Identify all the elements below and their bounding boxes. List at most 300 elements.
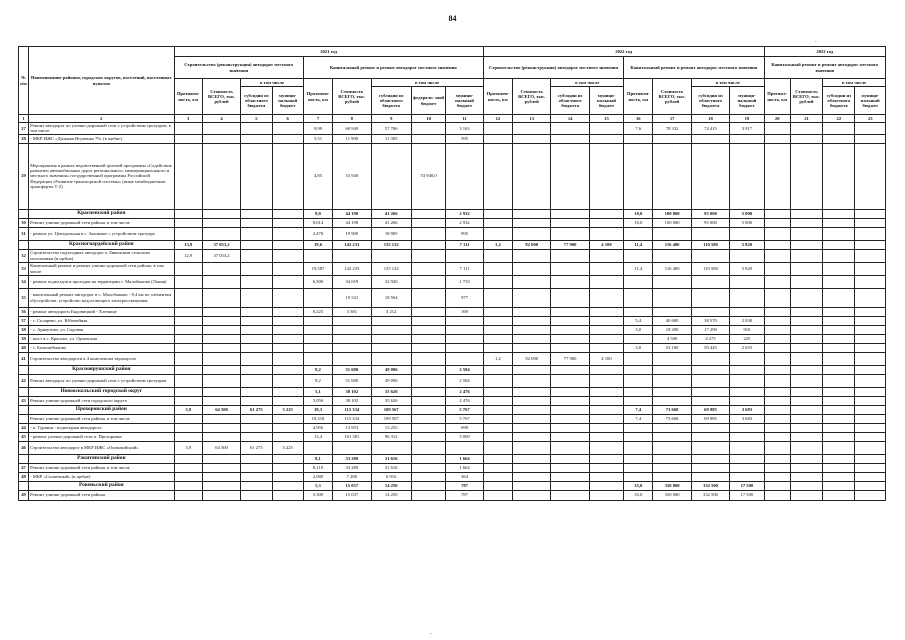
- cell-value: [764, 227, 790, 240]
- cell-value: 1,2: [483, 352, 512, 365]
- cell-value: 10,0: [624, 218, 653, 227]
- cell-value: [823, 288, 855, 307]
- cell-value: 44 198: [333, 218, 371, 227]
- cell-value: 2 655: [730, 343, 764, 352]
- cell-value: 95 000: [691, 218, 729, 227]
- cell-value: 142 233: [333, 262, 371, 275]
- row-number: 43: [19, 396, 29, 405]
- cell-value: [823, 134, 855, 143]
- header-group-construction-2022: Строительство (реконструкция) автодорог местного значения: [483, 57, 623, 79]
- cell-value: [272, 374, 303, 387]
- cell-value: [303, 343, 332, 352]
- cell-value: 4 500: [653, 334, 691, 343]
- cell-value: [764, 134, 790, 143]
- cell-value: [272, 490, 303, 500]
- cell-value: [855, 288, 886, 307]
- cell-value: [691, 396, 729, 405]
- cell-value: [855, 423, 886, 432]
- district-row: [19, 240, 886, 249]
- cell-value: 35 626: [371, 387, 411, 396]
- cell-value: 109 567: [371, 405, 411, 414]
- cell-value: [202, 325, 240, 334]
- cell-value: 4 275: [691, 334, 729, 343]
- cell-value: [691, 423, 729, 432]
- header-cost: Стоимость ВСЕГО, тыс. рублей: [790, 79, 822, 115]
- cell-value: [764, 463, 790, 472]
- row-number: [19, 365, 29, 374]
- cell-value: [513, 334, 551, 343]
- cell-value: [790, 218, 822, 227]
- column-number: 5: [241, 115, 272, 123]
- cell-value: 5 820: [730, 262, 764, 275]
- cell-value: [764, 262, 790, 275]
- cell-value: [823, 374, 855, 387]
- cell-value: [272, 307, 303, 316]
- cell-value: [691, 288, 729, 307]
- cell-value: [174, 209, 202, 218]
- cell-value: [411, 414, 445, 423]
- cell-value: 100 000: [653, 218, 691, 227]
- cell-value: [272, 463, 303, 472]
- cell-value: [411, 262, 445, 275]
- cell-value: [272, 481, 303, 490]
- cell-value: [411, 209, 445, 218]
- cell-value: [764, 490, 790, 500]
- row-number: [19, 209, 29, 218]
- header-group-repair-2022: Капитальный ремонт и ремонт автодорог местного значения: [624, 57, 764, 79]
- cell-value: [202, 218, 240, 227]
- cell-value: [764, 316, 790, 325]
- cell-value: [483, 441, 512, 454]
- cell-value: [855, 249, 886, 262]
- cell-value: [551, 325, 589, 334]
- cell-value: [691, 441, 729, 454]
- cell-value: [790, 387, 822, 396]
- cell-value: [764, 387, 790, 396]
- cell-value: [303, 441, 332, 454]
- cell-value: [589, 288, 623, 307]
- cell-value: [241, 481, 272, 490]
- cell-value: [764, 405, 790, 414]
- header-no: № п/п: [19, 47, 29, 115]
- cell-value: [624, 288, 653, 307]
- cell-value: [174, 472, 202, 481]
- cell-value: [303, 334, 332, 343]
- cell-value: [855, 463, 886, 472]
- cell-value: [855, 396, 886, 405]
- cell-value: [589, 454, 623, 463]
- cell-value: [202, 463, 240, 472]
- cell-value: 5,300: [303, 490, 332, 500]
- cell-value: [202, 472, 240, 481]
- cell-value: [513, 307, 551, 316]
- cell-value: [411, 218, 445, 227]
- header-municipal: муници- пальный бюджет: [855, 87, 886, 115]
- cell-value: [764, 472, 790, 481]
- cell-value: [790, 343, 822, 352]
- cell-value: [691, 307, 729, 316]
- cell-value: 7,4: [624, 405, 653, 414]
- cell-value: 14 250: [371, 481, 411, 490]
- column-number: 23: [855, 115, 886, 123]
- table-body: [19, 123, 886, 501]
- cell-value: [855, 405, 886, 414]
- cell-value: [202, 423, 240, 432]
- cell-value: [174, 414, 202, 423]
- cell-value: [691, 463, 729, 472]
- cell-value: [589, 316, 623, 325]
- cell-value: [691, 387, 729, 396]
- row-number: [19, 405, 29, 414]
- cell-value: [823, 387, 855, 396]
- column-number: 13: [513, 115, 551, 123]
- cell-value: [483, 334, 512, 343]
- cell-value: [241, 352, 272, 365]
- cell-value: [790, 307, 822, 316]
- cell-value: 64 500: [202, 405, 240, 414]
- cell-value: [551, 414, 589, 423]
- cell-value: 5 000: [730, 209, 764, 218]
- header-length: Протяжен- ность, км: [174, 79, 202, 115]
- cell-value: [333, 249, 371, 262]
- cell-value: [446, 249, 483, 262]
- cell-value: [513, 209, 551, 218]
- cell-value: [272, 454, 303, 463]
- cell-value: [764, 374, 790, 387]
- cell-value: [174, 396, 202, 405]
- cell-value: [691, 227, 729, 240]
- district-name: Красненский район: [29, 209, 174, 218]
- cell-value: [823, 405, 855, 414]
- cell-value: [790, 454, 822, 463]
- cell-value: [241, 490, 272, 500]
- cell-value: 2 932: [446, 218, 483, 227]
- cell-value: [764, 218, 790, 227]
- cell-value: [411, 387, 445, 396]
- cell-value: [855, 472, 886, 481]
- cell-value: [730, 423, 764, 432]
- cell-value: [589, 423, 623, 432]
- cell-value: [272, 472, 303, 481]
- column-number: 8: [333, 115, 371, 123]
- cell-value: [241, 463, 272, 472]
- cell-value: 38 102: [333, 387, 371, 396]
- cell-value: [823, 490, 855, 500]
- cell-value: [483, 454, 512, 463]
- cell-value: [202, 275, 240, 288]
- cell-value: [730, 249, 764, 262]
- column-number: 15: [589, 115, 623, 123]
- row-number: [19, 387, 29, 396]
- cell-value: 6 916: [371, 472, 411, 481]
- cell-value: 69 985: [691, 414, 729, 423]
- cell-value: [823, 396, 855, 405]
- cell-value: 5,3: [303, 481, 332, 490]
- cell-value: [551, 249, 589, 262]
- cell-value: 51 680: [333, 374, 371, 387]
- cell-value: [551, 432, 589, 441]
- cell-value: 332 500: [691, 490, 729, 500]
- cell-value: 2 030: [730, 316, 764, 325]
- header-group-repair-2021: Капитальный ремонт и ремонт автодорог местного значения: [303, 57, 483, 79]
- row-number: 46: [19, 441, 29, 454]
- cell-value: [551, 275, 589, 288]
- cell-value: 1,2: [483, 240, 512, 249]
- cell-value: [483, 343, 512, 352]
- table-row: [19, 472, 886, 481]
- cell-value: [589, 414, 623, 423]
- cell-value: [371, 441, 411, 454]
- cell-value: 4,85: [303, 143, 332, 209]
- cell-value: [272, 432, 303, 441]
- cell-value: 12,9: [174, 249, 202, 262]
- cell-value: 17 500: [730, 481, 764, 490]
- cell-value: [790, 481, 822, 490]
- header-subsidy: субсидии из областного бюджета: [823, 87, 855, 115]
- cell-value: [764, 325, 790, 334]
- cell-value: [764, 423, 790, 432]
- cell-value: [513, 463, 551, 472]
- cell-value: 34 659: [333, 275, 371, 288]
- cell-value: [174, 463, 202, 472]
- header-municipal: муници- пальный бюджет: [272, 87, 303, 115]
- header-cost: Стоимость ВСЕГО, тыс. рублей: [653, 79, 691, 115]
- row-number: 28: [19, 134, 29, 143]
- cell-value: [790, 432, 822, 441]
- cell-value: [730, 441, 764, 454]
- cell-value: 3 225: [272, 405, 303, 414]
- cell-value: [411, 463, 445, 472]
- cell-value: [730, 387, 764, 396]
- cell-value: [272, 134, 303, 143]
- cell-value: [790, 227, 822, 240]
- cell-value: [513, 432, 551, 441]
- row-number: 40: [19, 343, 29, 352]
- cell-value: [483, 481, 512, 490]
- cell-value: [174, 307, 202, 316]
- column-number: 7: [303, 115, 332, 123]
- cell-value: 13,9: [174, 240, 202, 249]
- cell-value: 5,51: [303, 134, 332, 143]
- cell-value: [624, 396, 653, 405]
- cell-value: [691, 454, 729, 463]
- cell-value: 169: [446, 307, 483, 316]
- row-name: Ремонт улично-дорожной сети городского округа: [29, 396, 174, 405]
- cell-value: [823, 143, 855, 209]
- cell-value: [174, 123, 202, 135]
- cell-value: [513, 325, 551, 334]
- cell-value: [551, 209, 589, 218]
- cell-value: [855, 365, 886, 374]
- table-row: [19, 352, 886, 365]
- cell-value: [411, 334, 445, 343]
- cell-value: [513, 343, 551, 352]
- cell-value: [653, 227, 691, 240]
- cell-value: [823, 414, 855, 423]
- cell-value: [653, 275, 691, 288]
- cell-value: 32 926: [371, 275, 411, 288]
- cell-value: 7,4: [624, 414, 653, 423]
- cell-value: [241, 240, 272, 249]
- district-row: [19, 481, 886, 490]
- cell-value: [411, 352, 445, 365]
- row-name: Ремонт автодорог по улично-дорожной сети с устройством тротуаров, в том числе: [29, 123, 174, 135]
- cell-value: [411, 423, 445, 432]
- cell-value: 350 000: [653, 481, 691, 490]
- row-number: 37: [19, 316, 29, 325]
- cell-value: [371, 143, 411, 209]
- cell-value: [411, 432, 445, 441]
- cell-value: [823, 343, 855, 352]
- cell-value: 7 111: [446, 240, 483, 249]
- cell-value: [624, 334, 653, 343]
- row-number: 36: [19, 307, 29, 316]
- cell-value: [589, 365, 623, 374]
- cell-value: [653, 134, 691, 143]
- cell-value: [764, 432, 790, 441]
- cell-value: [551, 343, 589, 352]
- row-number: [19, 454, 29, 463]
- cell-value: [855, 275, 886, 288]
- cell-value: [241, 134, 272, 143]
- cell-value: 5 000: [730, 218, 764, 227]
- cell-value: [855, 454, 886, 463]
- cell-value: [483, 209, 512, 218]
- row-number: 39: [19, 334, 29, 343]
- cell-value: [764, 441, 790, 454]
- cell-value: [764, 143, 790, 209]
- header-including: в том числе: [241, 79, 304, 87]
- cell-value: [589, 143, 623, 209]
- cell-value: 977: [446, 288, 483, 307]
- cell-value: [483, 227, 512, 240]
- cell-value: [371, 249, 411, 262]
- cell-value: [551, 396, 589, 405]
- cell-value: [483, 288, 512, 307]
- cell-value: [764, 454, 790, 463]
- cell-value: [272, 249, 303, 262]
- cell-value: [483, 387, 512, 396]
- cell-value: [272, 218, 303, 227]
- cell-value: 40 600: [653, 316, 691, 325]
- cell-value: [174, 134, 202, 143]
- row-number: 35: [19, 288, 29, 307]
- row-number: [19, 481, 29, 490]
- table-row: [19, 275, 886, 288]
- row-name: - мост в с. Красное, ул. Орловская: [29, 334, 174, 343]
- cell-value: 19,6: [303, 240, 332, 249]
- table-row: [19, 441, 886, 454]
- row-number: 30: [19, 218, 29, 227]
- cell-value: [855, 209, 886, 218]
- cell-value: [653, 374, 691, 387]
- cell-value: [202, 307, 240, 316]
- cell-value: 77 900: [551, 352, 589, 365]
- cell-value: [241, 143, 272, 209]
- cell-value: [174, 387, 202, 396]
- cell-value: 995: [446, 227, 483, 240]
- cell-value: [551, 481, 589, 490]
- cell-value: [483, 307, 512, 316]
- cell-value: 44 198: [333, 209, 371, 218]
- cell-value: [823, 316, 855, 325]
- cell-value: 116 400: [653, 262, 691, 275]
- cell-value: [202, 334, 240, 343]
- cell-value: [790, 334, 822, 343]
- row-number: 47: [19, 463, 29, 472]
- row-number: 33: [19, 262, 29, 275]
- cell-value: 53 940: [333, 143, 371, 209]
- cell-value: [589, 396, 623, 405]
- cell-value: [730, 227, 764, 240]
- cell-value: [624, 387, 653, 396]
- cell-value: 332 500: [691, 481, 729, 490]
- cell-value: [730, 472, 764, 481]
- cell-value: 3 212: [371, 307, 411, 316]
- cell-value: 64 500: [202, 441, 240, 454]
- cell-value: [551, 490, 589, 500]
- cell-value: [855, 414, 886, 423]
- cell-value: [823, 325, 855, 334]
- row-number: 42: [19, 374, 29, 387]
- cell-value: [730, 454, 764, 463]
- cell-value: 19,587: [303, 262, 332, 275]
- cell-value: [855, 134, 886, 143]
- cell-value: [241, 209, 272, 218]
- header-group-repair-2023: Капитальный ремонт и ремонт автодорог местного значения: [764, 57, 885, 79]
- table-row: [19, 218, 886, 227]
- cell-value: [513, 134, 551, 143]
- cell-value: [174, 490, 202, 500]
- header-federal: федераль- ный бюджет: [411, 87, 445, 115]
- cell-value: [589, 481, 623, 490]
- header-including: в том числе: [691, 79, 764, 87]
- cell-value: [764, 352, 790, 365]
- cell-value: [624, 423, 653, 432]
- cell-value: [446, 334, 483, 343]
- column-number: 6: [272, 115, 303, 123]
- cell-value: [653, 472, 691, 481]
- cell-value: [653, 454, 691, 463]
- cell-value: [855, 143, 886, 209]
- row-name: - с. Скларево, ул. Юбилейная: [29, 316, 174, 325]
- cell-value: 57 786: [371, 123, 411, 135]
- cell-value: [174, 343, 202, 352]
- cell-value: [411, 481, 445, 490]
- cell-value: [790, 143, 822, 209]
- cell-value: [624, 454, 653, 463]
- cell-value: [272, 209, 303, 218]
- cell-value: 5,056: [303, 396, 332, 405]
- cell-value: [241, 454, 272, 463]
- table-row: [19, 123, 886, 135]
- cell-value: [823, 441, 855, 454]
- cell-value: [551, 288, 589, 307]
- cell-value: 595: [446, 134, 483, 143]
- table-row: [19, 249, 886, 262]
- scan-speck: .: [430, 628, 432, 636]
- cell-value: [272, 325, 303, 334]
- cell-value: 3 683: [730, 414, 764, 423]
- cell-value: [589, 441, 623, 454]
- cell-value: [411, 227, 445, 240]
- cell-value: [446, 325, 483, 334]
- cell-value: [589, 432, 623, 441]
- cell-value: 11 305: [371, 134, 411, 143]
- cell-value: [272, 414, 303, 423]
- cell-value: [303, 352, 332, 365]
- cell-value: [823, 463, 855, 472]
